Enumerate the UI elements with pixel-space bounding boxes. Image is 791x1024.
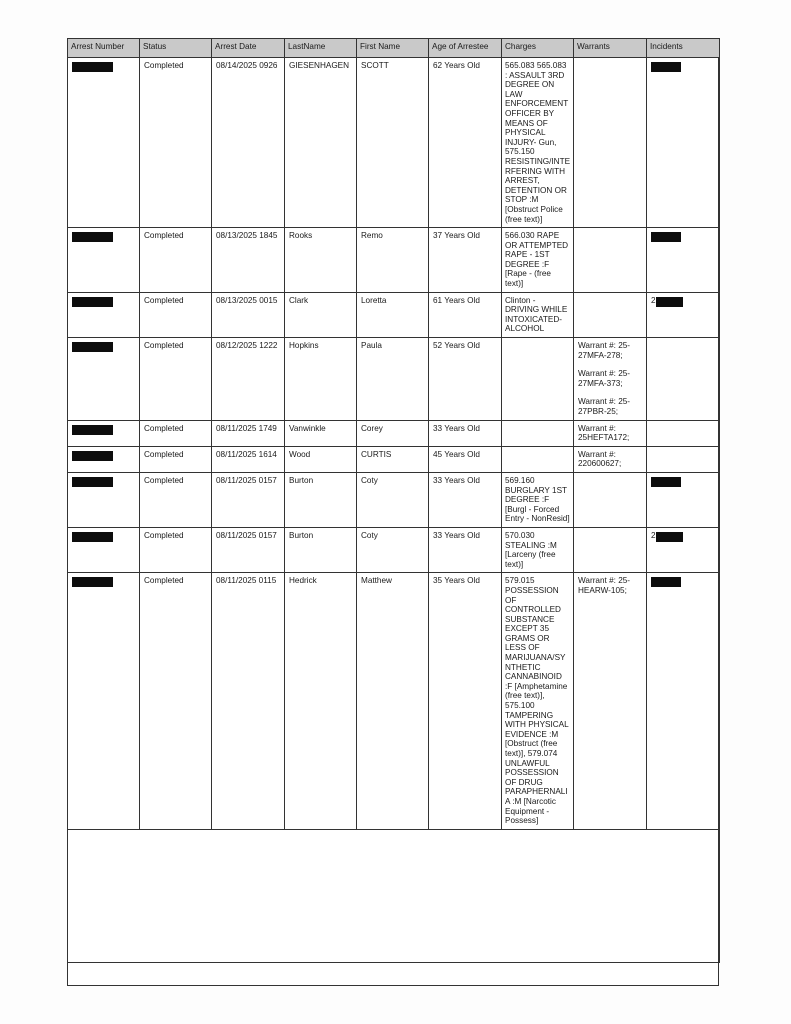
arrest-number-cell bbox=[68, 58, 140, 228]
charges-cell: 565.083 565.083 : ASSAULT 3RD DEGREE ON LAW ENFORCEMENT OFFICER BY MEANS OF PHYSICAL INJURY- Gun, 575.150 RESISTING/INTERFERING WITH ARREST, DETENTION OR STOP :M [Obstruct Police (free text)] bbox=[502, 58, 574, 228]
header-first-name: First Name bbox=[357, 39, 429, 58]
warrant-entry: Warrant #: 25-HEARW-105; bbox=[578, 576, 631, 595]
table-row bbox=[68, 527, 720, 572]
table-row bbox=[68, 292, 720, 337]
charges-cell: 579.015 POSSESSION OF CONTROLLED SUBSTANCE EXCEPT 35 GRAMS OR LESS OF MARIJUANA/SYNTHETIC CANNABINOID :F [Amphetamine (free text)], 575.100 TAMPERING WITH PHYSICAL EVIDENCE :M [Obstruct (free text)], 579.074 UNLAWFUL POSSESSION OF DRUG PARAPHERNALIA :M [Narcotic Equipment - Possess] bbox=[502, 573, 574, 829]
status-cell: Completed bbox=[140, 292, 212, 337]
status-cell: Completed bbox=[140, 573, 212, 829]
table-row bbox=[68, 338, 720, 421]
redaction-bar bbox=[656, 297, 683, 307]
table-row bbox=[68, 446, 720, 472]
arrest-date-cell: 08/12/2025 1222 bbox=[212, 338, 285, 421]
warrant-entry: Warrant #: 25-27PBR-25; bbox=[578, 397, 631, 416]
arrest-date-cell: 08/14/2025 0926 bbox=[212, 58, 285, 228]
charges-cell bbox=[502, 338, 574, 421]
warrants-cell bbox=[574, 292, 647, 337]
first-name-cell: Matthew bbox=[357, 573, 429, 829]
redaction-bar bbox=[72, 532, 113, 542]
age-cell: 61 Years Old bbox=[429, 292, 502, 337]
redaction-bar bbox=[72, 425, 113, 435]
warrant-entry: Warrant #: 220600627; bbox=[578, 449, 622, 469]
incidents-cell bbox=[647, 58, 720, 228]
incidents-cell bbox=[647, 573, 720, 829]
warrant-entry: Warrant #: 25HEFTA172; bbox=[578, 423, 630, 443]
age-cell: 45 Years Old bbox=[429, 446, 502, 472]
header-warrants: Warrants bbox=[574, 39, 647, 58]
first-name-cell: CURTIS bbox=[357, 446, 429, 472]
arrest-date-cell: 08/13/2025 1845 bbox=[212, 228, 285, 293]
arrest-date-cell: 08/11/2025 0115 bbox=[212, 573, 285, 829]
header-status: Status bbox=[140, 39, 212, 58]
first-name-cell: Remo bbox=[357, 228, 429, 293]
first-name-cell: Coty bbox=[357, 527, 429, 572]
status-cell: Completed bbox=[140, 338, 212, 421]
charges-cell bbox=[502, 420, 574, 446]
arrest-number-cell bbox=[68, 420, 140, 446]
status-cell: Completed bbox=[140, 446, 212, 472]
warrants-cell bbox=[574, 228, 647, 293]
charges-cell bbox=[502, 446, 574, 472]
incidents-cell bbox=[647, 228, 720, 293]
age-cell: 33 Years Old bbox=[429, 527, 502, 572]
incidents-cell bbox=[647, 472, 720, 527]
age-cell: 35 Years Old bbox=[429, 573, 502, 829]
status-cell: Completed bbox=[140, 228, 212, 293]
header-age: Age of Arrestee bbox=[429, 39, 502, 58]
blank-row bbox=[68, 829, 720, 962]
last-name-cell: Hedrick bbox=[285, 573, 357, 829]
arrest-number-cell bbox=[68, 573, 140, 829]
status-cell: Completed bbox=[140, 527, 212, 572]
status-cell: Completed bbox=[140, 58, 212, 228]
last-name-cell: Vanwinkle bbox=[285, 420, 357, 446]
last-name-cell: Rooks bbox=[285, 228, 357, 293]
warrants-cell bbox=[574, 573, 647, 829]
warrants-cell bbox=[574, 527, 647, 572]
redaction-bar bbox=[651, 62, 681, 72]
first-name-cell: Corey bbox=[357, 420, 429, 446]
incident-prefix: 2 bbox=[651, 295, 656, 305]
arrest-date-cell: 08/11/2025 1749 bbox=[212, 420, 285, 446]
status-cell: Completed bbox=[140, 472, 212, 527]
redaction-bar bbox=[72, 297, 113, 307]
redaction-bar bbox=[651, 577, 681, 587]
redaction-bar bbox=[72, 577, 113, 587]
warrant-entry: Warrant #: 25-27MFA-373; bbox=[578, 369, 631, 388]
incidents-cell bbox=[647, 527, 720, 572]
header-last-name: LastName bbox=[285, 39, 357, 58]
arrest-date-cell: 08/11/2025 0157 bbox=[212, 472, 285, 527]
header-charges: Charges bbox=[502, 39, 574, 58]
incident-prefix: 2 bbox=[651, 530, 656, 540]
arrest-date-cell: 08/11/2025 1614 bbox=[212, 446, 285, 472]
age-cell: 62 Years Old bbox=[429, 58, 502, 228]
first-name-cell: Paula bbox=[357, 338, 429, 421]
last-name-cell: GIESENHAGEN bbox=[285, 58, 357, 228]
age-cell: 33 Years Old bbox=[429, 472, 502, 527]
arrest-number-cell bbox=[68, 292, 140, 337]
charges-cell: 570.030 STEALING :M [Larceny (free text)] bbox=[502, 527, 574, 572]
first-name-cell: SCOTT bbox=[357, 58, 429, 228]
arrest-number-cell bbox=[68, 527, 140, 572]
redaction-bar bbox=[72, 477, 113, 487]
arrest-date-cell: 08/11/2025 0157 bbox=[212, 527, 285, 572]
arrest-report-frame bbox=[67, 38, 719, 986]
warrants-cell bbox=[574, 446, 647, 472]
last-name-cell: Burton bbox=[285, 527, 357, 572]
warrants-cell bbox=[574, 58, 647, 228]
table-row bbox=[68, 472, 720, 527]
last-name-cell: Wood bbox=[285, 446, 357, 472]
warrants-cell bbox=[574, 338, 647, 421]
status-cell: Completed bbox=[140, 420, 212, 446]
incidents-cell bbox=[647, 338, 720, 421]
first-name-cell: Loretta bbox=[357, 292, 429, 337]
arrest-number-cell bbox=[68, 472, 140, 527]
redaction-bar bbox=[651, 477, 681, 487]
first-name-cell: Coty bbox=[357, 472, 429, 527]
redaction-bar bbox=[72, 232, 113, 242]
last-name-cell: Hopkins bbox=[285, 338, 357, 421]
incidents-cell bbox=[647, 420, 720, 446]
age-cell: 33 Years Old bbox=[429, 420, 502, 446]
table-row bbox=[68, 420, 720, 446]
arrest-number-cell bbox=[68, 228, 140, 293]
table-row bbox=[68, 573, 720, 829]
arrest-number-cell bbox=[68, 338, 140, 421]
charges-cell: Clinton - DRIVING WHILE INTOXICATED- ALCOHOL bbox=[502, 292, 574, 337]
age-cell: 37 Years Old bbox=[429, 228, 502, 293]
table-header-row bbox=[68, 39, 720, 58]
last-name-cell: Burton bbox=[285, 472, 357, 527]
arrest-number-cell bbox=[68, 446, 140, 472]
age-cell: 52 Years Old bbox=[429, 338, 502, 421]
table-row bbox=[68, 228, 720, 293]
charges-cell: 569.160 BURGLARY 1ST DEGREE :F [Burgl - Forced Entry - NonResid] bbox=[502, 472, 574, 527]
charges-cell: 566.030 RAPE OR ATTEMPTED RAPE - 1ST DEGREE :F [Rape - (free text)] bbox=[502, 228, 574, 293]
last-name-cell: Clark bbox=[285, 292, 357, 337]
header-incidents: Incidents bbox=[647, 39, 720, 58]
incidents-cell bbox=[647, 446, 720, 472]
redaction-bar bbox=[651, 232, 681, 242]
header-arrest-date: Arrest Date bbox=[212, 39, 285, 58]
warrant-entry: Warrant #: 25-27MFA-278; bbox=[578, 341, 631, 360]
incidents-cell bbox=[647, 292, 720, 337]
arrest-date-cell: 08/13/2025 0015 bbox=[212, 292, 285, 337]
table-row bbox=[68, 58, 720, 228]
redaction-bar bbox=[72, 451, 113, 461]
redaction-bar bbox=[72, 342, 113, 352]
warrants-cell bbox=[574, 472, 647, 527]
redaction-bar bbox=[656, 532, 683, 542]
redaction-bar bbox=[72, 62, 113, 72]
header-arrest-number: Arrest Number bbox=[68, 39, 140, 58]
warrants-cell bbox=[574, 420, 647, 446]
arrest-table bbox=[67, 38, 720, 963]
